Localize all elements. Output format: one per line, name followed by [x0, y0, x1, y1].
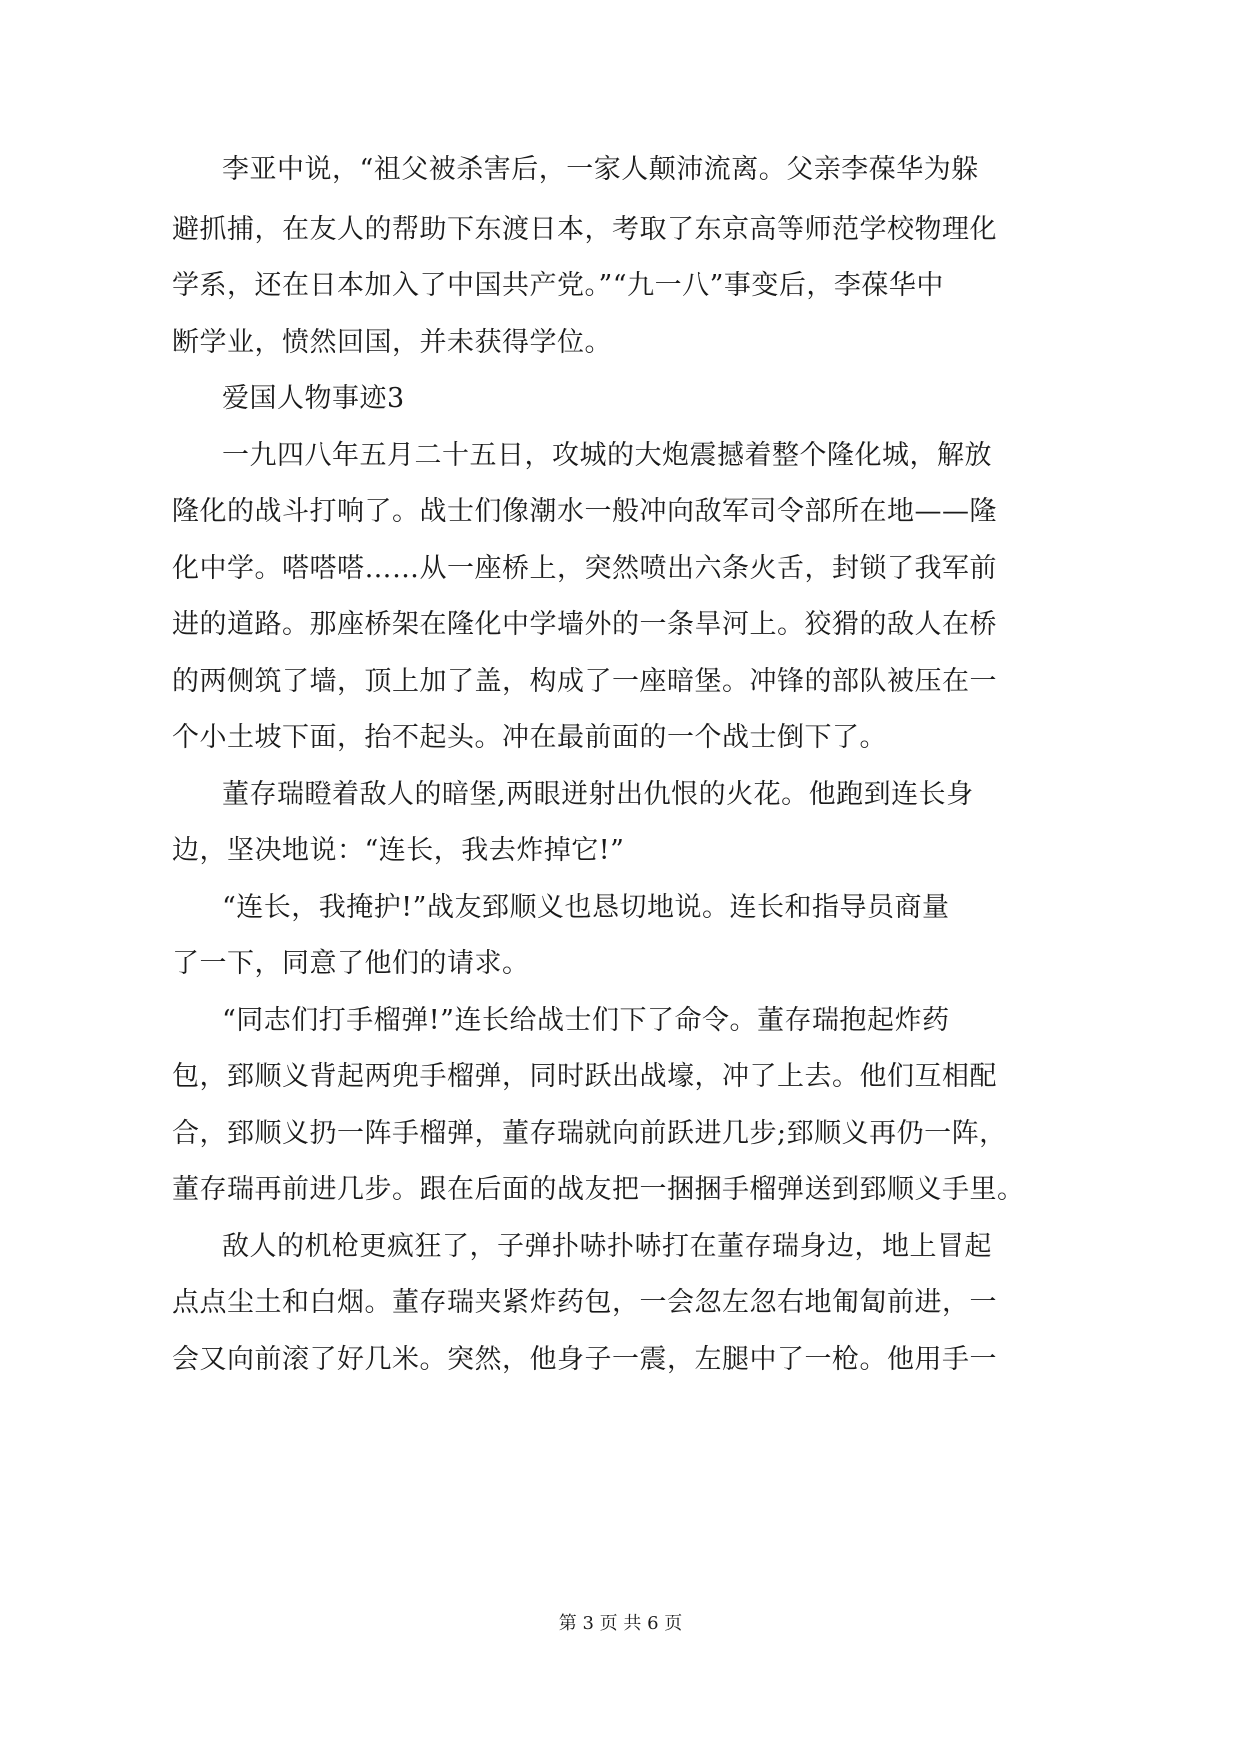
- text-line: 学系，还在日本加入了中国共产党。”“九一八”事变后，李葆华中: [172, 270, 944, 301]
- text-line: 会又向前滚了好几米。突然，他身子一震，左腿中了一枪。他用手一: [172, 1344, 997, 1375]
- text-line: “连长，我掩护!”战友郅顺义也恳切地说。连长和指导员商量: [222, 892, 950, 923]
- text-line: 一九四八年五月二十五日，攻城的大炮震撼着整个隆化城，解放: [222, 440, 992, 471]
- text-line: 个小土坡下面，抬不起头。冲在最前面的一个战士倒下了。: [172, 722, 887, 753]
- text-line: 董存瑞瞪着敌人的暗堡,两眼迸射出仇恨的火花。他跑到连长身: [222, 779, 974, 810]
- text-line: 断学业，愤然回国，并未获得学位。: [172, 327, 612, 358]
- text-line: 了一下，同意了他们的请求。: [172, 948, 530, 979]
- text-line: 敌人的机枪更疯狂了，子弹扑哧扑哧打在董存瑞身边，地上冒起: [222, 1231, 992, 1262]
- text-line: 进的道路。那座桥架在隆化中学墙外的一条旱河上。狡猾的敌人在桥: [172, 609, 997, 640]
- text-line: 隆化的战斗打响了。战士们像潮水一般冲向敌军司令部所在地——隆: [172, 496, 997, 527]
- section-heading: 爱国人物事迹3: [222, 383, 405, 414]
- text-line: 的两侧筑了墙，顶上加了盖，构成了一座暗堡。冲锋的部队被压在一: [172, 666, 997, 697]
- text-line: 合，郅顺义扔一阵手榴弹，董存瑞就向前跃进几步;郅顺义再仍一阵，: [172, 1118, 1007, 1149]
- text-line: 包，郅顺义背起两兜手榴弹，同时跃出战壕，冲了上去。他们互相配: [172, 1061, 997, 1092]
- text-line: “同志们打手榴弹!”连长给战士们下了命令。董存瑞抱起炸药: [222, 1005, 950, 1036]
- text-line: 化中学。嗒嗒嗒……从一座桥上，突然喷出六条火舌，封锁了我军前: [172, 553, 997, 584]
- text-line: 董存瑞再前进几步。跟在后面的战友把一捆捆手榴弹送到郅顺义手里。: [172, 1174, 1025, 1205]
- text-line: 避抓捕，在友人的帮助下东渡日本，考取了东京高等师范学校物理化: [172, 214, 997, 245]
- text-line: 点点尘土和白烟。董存瑞夹紧炸药包，一会忽左忽右地匍匐前进，一: [172, 1287, 997, 1318]
- text-line: 边，坚决地说：“连长，我去炸掉它!”: [172, 835, 625, 866]
- page-number-footer: 第 3 页 共 6 页: [558, 1613, 683, 1634]
- text-line: 李亚中说，“祖父被杀害后，一家人颠沛流离。父亲李葆华为躲: [222, 154, 979, 185]
